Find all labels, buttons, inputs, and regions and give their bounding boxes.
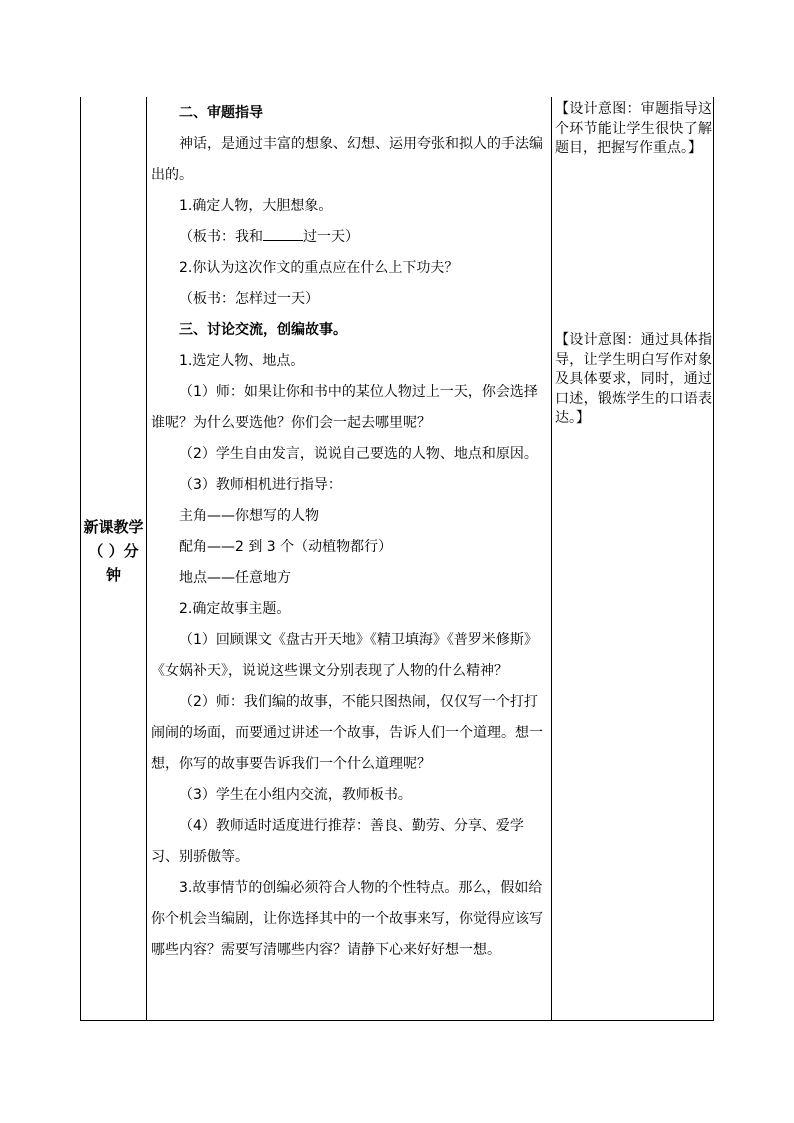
content-paragraph: 3.故事情节的创编必须符合人物的个性特点。那么，假如给你个机会当编剧，让你选择其中的一个故事来写，你觉得应该写哪些内容？需要写清哪些内容？请静下心来好好想一想。 [151,880,543,958]
content-paragraph: 2.确定故事主题。 [179,601,291,617]
content-paragraph: 2.你认为这次作文的重点应在什么上下功夫？ [179,260,459,276]
content-paragraph [151,222,551,253]
design-note-1: 【设计意图：审题指导这个环节能让学生很快了解题目，把握写作重点。】 [555,101,712,156]
content-paragraph: （3）学生在小组内交流，教师板书。 [179,787,412,803]
row-label-duration: （ ）分钟 [88,542,139,584]
content-paragraph: （1）回顾课文《盘古开天地》《精卫填海》《普罗米修斯》《女娲补天》，说说这些课文分别表现了人物的什么精神？ [151,632,538,679]
fill-blank [263,226,303,241]
row-label-title: 新课教学 [83,518,144,536]
content-paragraph: 地点——任意地方 [179,570,291,586]
content-paragraph: （2）师：我们编的故事，不能只图热闹，仅仅写一个打打闹闹的场面，而要通过讲述一个故事，告诉人们一个道理。想一想，你写的故事要告诉我们一个什么道理呢？ [151,694,543,772]
table-border-bottom [80,1020,714,1021]
table-border-right [713,97,714,1021]
section-heading: 三、讨论交流，创编故事。 [179,322,347,338]
content-paragraph: （2）学生自由发言，说说自己要选的人物、地点和原因。 [179,446,538,462]
board-text-before: （板书：我和 [179,229,263,245]
row-label [81,515,146,587]
section-heading: 二、审题指导 [179,105,263,121]
table-divider-1 [146,97,147,1021]
board-text-after: 过一天） [303,229,359,245]
content-paragraph: 主角——你想写的人物 [179,508,319,524]
content-paragraph: （3）教师相机进行指导： [179,477,342,493]
content-paragraph: （1）师：如果让你和书中的某位人物过上一天，你会选择谁呢？为什么要选他？你们会一起去哪里呢？ [151,384,538,431]
lesson-content [151,98,551,966]
content-paragraph: 神话，是通过丰富的想象、幻想、运用夸张和拟人的手法编出的。 [151,136,543,183]
content-paragraph: 1.确定人物，大胆想象。 [179,198,333,214]
content-paragraph: 配角——2 到 3 个（动植物都行） [179,539,393,555]
content-paragraph: （4）教师适时适度进行推荐：善良、勤劳、分享、爱学习、别骄傲等。 [151,818,524,865]
content-paragraph: 1.选定人物、地点。 [179,353,305,369]
content-paragraph: （板书：怎样过一天） [179,291,319,307]
table-divider-2 [551,97,552,1021]
design-note-2: 【设计意图：通过具体指导，让学生明白写作对象及具体要求，同时，通过口述，锻炼学生的口语表达。】 [555,332,712,426]
